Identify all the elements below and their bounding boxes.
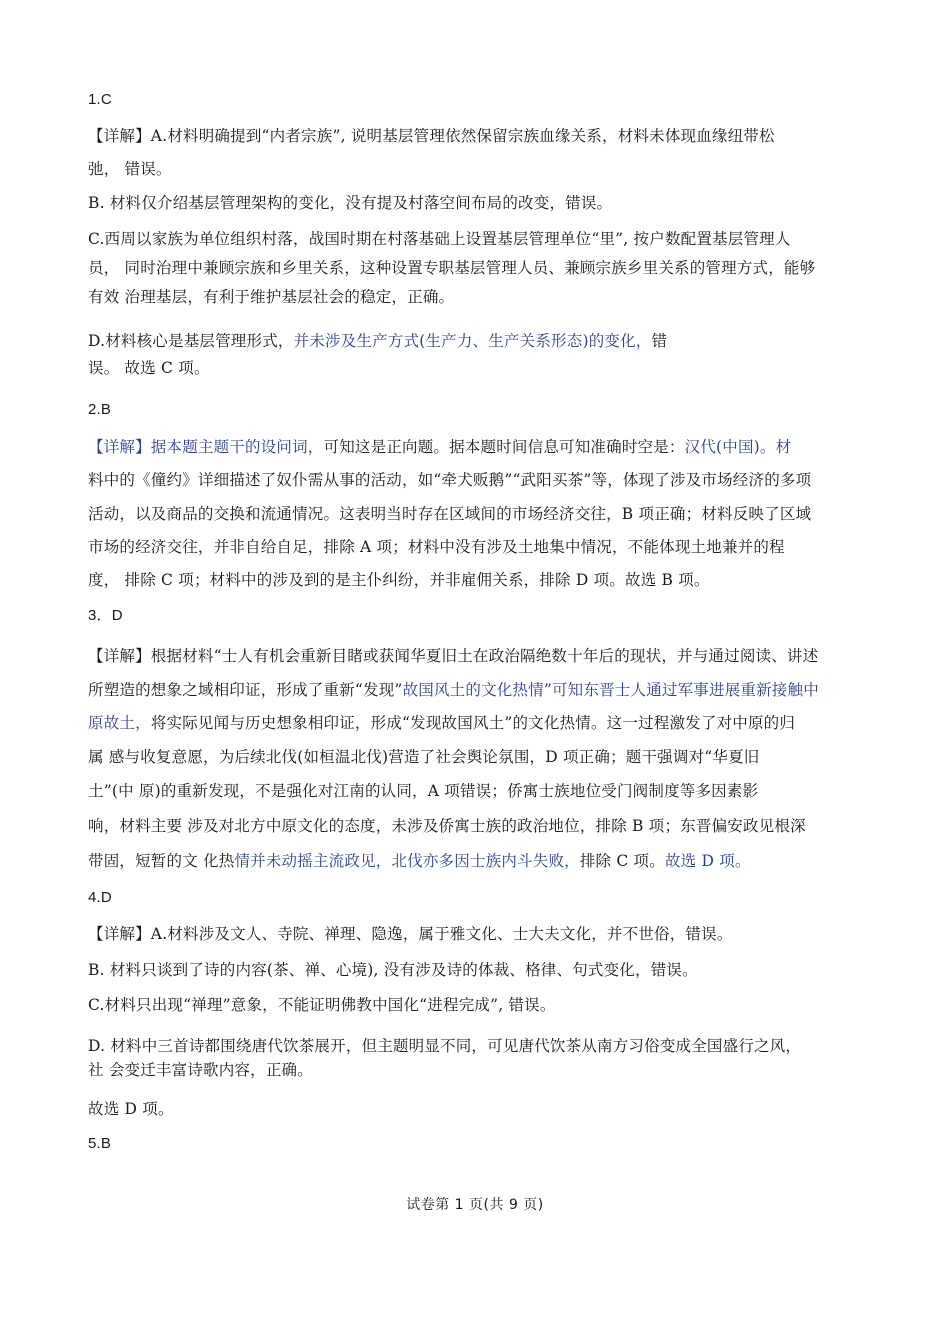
answer-line: D. 材料中三首诗都围绕唐代饮茶展开，但主题明显不同，可见唐代饮茶从南方习俗变成全国盛行之风， [88, 1037, 802, 1055]
page-footer: 试卷第 1 页(共 9 页) [406, 1197, 544, 1213]
answer-line: 属 感与收复意愿，为后续北伐(如桓温北伐)营造了社会舆论氛围，D 项正确；题干强调对“华夏旧 [88, 748, 760, 766]
answer-line [88, 680, 819, 700]
question-number: 4.D [88, 889, 112, 906]
answer-line: 弛， 错误。 [88, 160, 172, 178]
answer-line: 活动，以及商品的交换和流通情况。这表明当时存在区域间的市场经济交往，B 项正确；材料反映了区域 [88, 505, 812, 523]
answer-segment-highlight: 并未涉及生产方式(生产力、生产关系形态)的变化， [293, 332, 652, 350]
answer-line: 【详解】A.材料明确提到“内者宗族”, 说明基层管理依然保留宗族血缘关系，材料未体现血缘纽带松 [88, 127, 775, 145]
answer-segment: 排除 C 项。 [579, 852, 665, 870]
answer-line: 有效 治理基层，有利于维护基层社会的稳定，正确。 [88, 288, 455, 306]
answer-line [88, 437, 791, 457]
answer-line: B. 材料只谈到了诗的内容(茶、禅、心境), 没有涉及诗的体裁、格律、句式变化，错误。 [88, 961, 698, 979]
answer-segment: 错 [651, 332, 668, 350]
question-number: 5.B [88, 1135, 112, 1152]
answer-line [88, 851, 751, 871]
answer-segment-highlight: 【详解】据本题主题干的设问词， [88, 438, 324, 456]
answer-line: 度， 排除 C 项；材料中的涉及到的是主仆纠纷，并非雇佣关系，排除 D 项。故选 B 项。 [88, 571, 710, 589]
answer-line [88, 331, 667, 351]
answer-line: 员， 同时治理中兼顾宗族和乡里关系，这种设置专职基层管理人员、兼顾宗族乡里关系的管理方式，能够 [88, 259, 816, 277]
answer-segment: 所塑造的想象之域相印证，形成了重新“发现” [88, 681, 403, 699]
question-number: 2.B [88, 401, 112, 418]
answer-segment: 可知这是正向题。据本题时间信息可知准确时空是： [323, 438, 685, 456]
answer-line: C.西周以家族为单位组织村落，战国时期在村落基础上设置基层管理单位“里”, 按户数配置基层管理人 [88, 230, 791, 248]
question-number: 3．D [88, 607, 123, 624]
answer-segment-highlight: 故选 D 项。 [664, 852, 751, 870]
answer-segment-highlight: 汉代(中国)。材 [684, 438, 792, 456]
answer-segment-highlight: 原故土， [88, 714, 151, 732]
answer-line: 误。 故选 C 项。 [88, 359, 210, 377]
answer-segment: D.材料核心是基层管理形式， [88, 332, 294, 350]
answer-segment: 将实际见闻与历史想象相印证，形成“发现故国风土”的文化热情。这一过程激发了对中原的归 [150, 714, 796, 732]
answer-line: 土”(中 原)的重新发现，不是强化对江南的认同，A 项错误；侨寓士族地位受门阀制度等多因素影 [88, 782, 759, 800]
answer-line: 社 会变迁丰富诗歌内容，正确。 [88, 1061, 313, 1079]
answer-line: 料中的《僮约》详细描述了奴仆需从事的活动，如“牵犬贩鹅”“武阳买茶”等，体现了涉及市场经济的多项 [88, 471, 812, 489]
question-number: 1.C [88, 91, 112, 108]
answer-line: B. 材料仅介绍基层管理架构的变化，没有提及村落空间布局的改变，错误。 [88, 194, 613, 212]
answer-segment-highlight: 故国风土的文化热情”可知东晋士人通过军事进展重新接触中 [402, 681, 819, 699]
answer-segment-highlight: 情并未动摇主流政见，北伐亦多因士族内斗失败， [234, 852, 580, 870]
answer-line: 故选 D 项。 [88, 1100, 174, 1118]
answer-line: C.材料只出现“禅理”意象，不能证明佛教中国化“进程完成”, 错误。 [88, 996, 556, 1014]
answer-segment: 带固，短暂的文 化热 [88, 852, 235, 870]
answer-line: 【详解】根据材料“士人有机会重新目睹或获闻华夏旧土在政治隔绝数十年后的现状，并与通过阅读、讲述 [88, 647, 819, 665]
answer-line: 市场的经济交往，并非自给自足，排除 A 项；材料中没有涉及土地集中情况，不能体现土地兼并的程 [88, 538, 785, 556]
answer-line: 【详解】A.材料涉及文人、寺院、禅理、隐逸，属于雅文化、士大夫文化，并不世俗，错误。 [88, 925, 733, 943]
answer-line [88, 713, 795, 733]
answer-line: 响，材料主要 涉及对北方中原文化的态度，未涉及侨寓士族的政治地位，排除 B 项；东晋偏安政见根深 [88, 817, 806, 835]
